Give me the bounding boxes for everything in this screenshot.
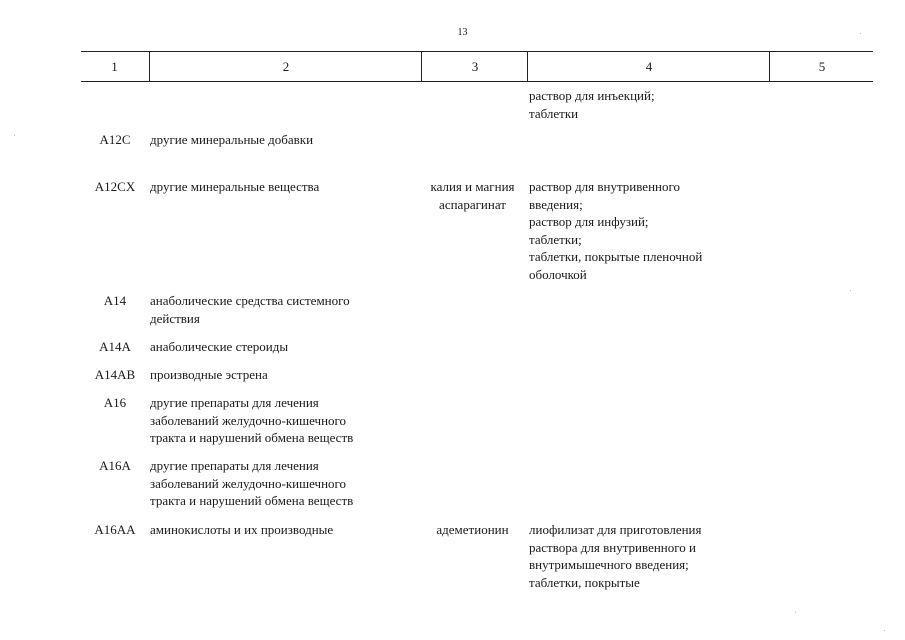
- dosage-form-cell: [529, 521, 769, 591]
- drug-name-line: адеметионин: [436, 522, 509, 537]
- atc-code: A12C: [99, 132, 131, 147]
- atc-name-line: другие препараты для лечения: [150, 395, 319, 410]
- atc-code: A12CX: [94, 179, 136, 194]
- drug-name-cell: [421, 178, 524, 213]
- table-header: [81, 51, 873, 82]
- header-col-5: 5: [769, 52, 874, 81]
- atc-code: A14A: [99, 339, 131, 354]
- page-number: 13: [457, 27, 468, 38]
- dosage-form-line: раствора для внутривенного и: [529, 539, 696, 555]
- atc-code: A14AB: [94, 367, 136, 382]
- dosage-form-cell: [529, 178, 769, 283]
- atc-name-line: тракта и нарушений обмена веществ: [150, 493, 354, 508]
- atc-name-line: другие препараты для лечения: [150, 458, 319, 473]
- dosage-form-cell: [529, 87, 769, 122]
- dosage-form-line: таблетки, покрытые пленочной: [529, 249, 703, 264]
- atc-code: A14: [103, 293, 127, 308]
- dosage-form-line: внутримышечного введения;: [529, 557, 689, 572]
- atc-name-cell: [150, 338, 418, 356]
- atc-name-line: другие минеральные вещества: [150, 179, 320, 194]
- atc-name-cell: [150, 521, 418, 539]
- header-col-1: 1: [111, 59, 118, 74]
- header-col-4: 4: [527, 52, 770, 81]
- atc-name-line: заболеваний желудочно-кишечного: [150, 412, 347, 428]
- atc-name-cell: [150, 394, 418, 447]
- scan-speck: [850, 290, 851, 291]
- atc-code: A16A: [99, 458, 131, 473]
- dosage-form-line: раствор для внутривенного: [529, 179, 680, 194]
- atc-name-line: аминокислоты и их производные: [150, 522, 334, 537]
- dosage-form-line: раствор для инъекций;: [529, 88, 655, 103]
- scan-speck: [884, 630, 885, 631]
- atc-name-line: анаболические средства системного: [150, 293, 350, 308]
- header-col-3: 3: [421, 52, 528, 81]
- atc-name-line: анаболические стероиды: [150, 339, 289, 354]
- dosage-form-line: раствор для инфузий;: [529, 214, 649, 229]
- scan-speck: [860, 33, 861, 34]
- atc-name-line: заболеваний желудочно-кишечного: [150, 475, 347, 491]
- atc-name-line: действия: [150, 310, 200, 326]
- dosage-form-line: таблетки: [529, 105, 579, 121]
- atc-name-line: тракта и нарушений обмена веществ: [150, 430, 354, 445]
- dosage-form-line: введения;: [529, 196, 583, 212]
- atc-name-cell: [150, 131, 418, 149]
- atc-name-cell: [150, 292, 418, 327]
- atc-name-line: другие минеральные добавки: [150, 132, 314, 147]
- scan-speck: [14, 135, 15, 136]
- atc-name-cell: [150, 178, 418, 196]
- drug-name-line: калия и магния: [430, 179, 515, 194]
- dosage-form-line: лиофилизат для приготовления: [529, 522, 702, 537]
- drug-name-cell: [421, 521, 524, 539]
- scan-speck: [795, 612, 796, 613]
- atc-name-cell: [150, 457, 418, 510]
- dosage-form-line: таблетки, покрытые: [529, 574, 640, 590]
- atc-code: A16AA: [94, 522, 136, 537]
- dosage-form-line: оболочкой: [529, 266, 587, 282]
- atc-name-line: производные эстрена: [150, 367, 268, 382]
- header-col-2: 2: [149, 52, 422, 81]
- atc-name-cell: [150, 366, 418, 384]
- drug-name-line: аспарагинат: [439, 196, 506, 212]
- dosage-form-line: таблетки;: [529, 231, 582, 247]
- atc-code: A16: [103, 395, 127, 410]
